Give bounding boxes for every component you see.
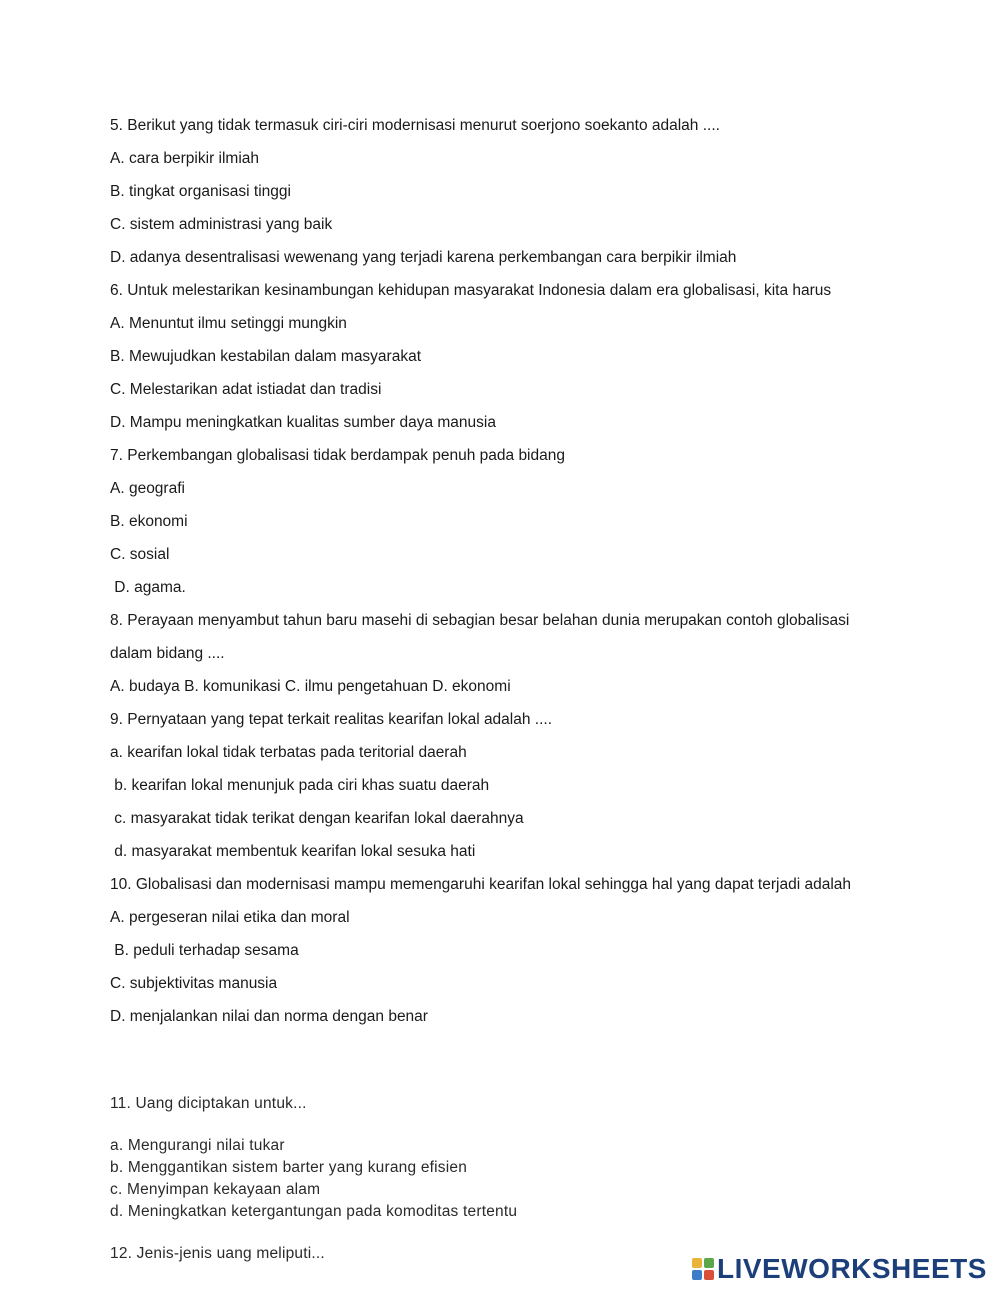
logo-square-red <box>704 1270 714 1280</box>
question-8: 8. Perayaan menyambut tahun baru masehi di sebagian besar belahan dunia merupakan contoh globalisasi <box>110 612 850 629</box>
question-5: 5. Berikut yang tidak termasuk ciri-ciri modernisasi menurut soerjono soekanto adalah .... <box>110 117 720 134</box>
brand-name: LIVEWORKSHEETS <box>717 1253 987 1284</box>
question-9: 9. Pernyataan yang tepat terkait realitas kearifan lokal adalah .... <box>110 711 553 728</box>
question-11: 11. Uang diciptakan untuk... <box>110 1095 307 1112</box>
option-11c: c. Menyimpan kekayaan alam <box>110 1181 321 1198</box>
option-10b: B. peduli terhadap sesama <box>110 942 299 959</box>
options-8: A. budaya B. komunikasi C. ilmu pengetahuan D. ekonomi <box>110 678 511 695</box>
option-9d: d. masyarakat membentuk kearifan lokal sesuka hati <box>110 843 476 860</box>
option-7c: C. sosial <box>110 546 170 563</box>
question-12: 12. Jenis-jenis uang meliputi... <box>110 1245 325 1262</box>
option-5c: C. sistem administrasi yang baik <box>110 216 333 233</box>
option-9a: a. kearifan lokal tidak terbatas pada teritorial daerah <box>110 744 467 761</box>
option-11d: d. Meningkatkan ketergantungan pada komoditas tertentu <box>110 1203 518 1220</box>
option-6d: D. Mampu meningkatkan kualitas sumber daya manusia <box>110 414 496 431</box>
option-7a: A. geografi <box>110 480 185 497</box>
question-10: 10. Globalisasi dan modernisasi mampu memengaruhi kearifan lokal sehingga hal yang dapat terjadi adalah <box>110 876 852 893</box>
option-6b: B. Mewujudkan kestabilan dalam masyarakat <box>110 348 422 365</box>
logo-square-yellow <box>692 1258 702 1268</box>
option-11a: a. Mengurangi nilai tukar <box>110 1137 285 1154</box>
option-6c: C. Melestarikan adat istiadat dan tradisi <box>110 381 382 398</box>
question-8-continued: dalam bidang .... <box>110 645 225 662</box>
option-10c: C. subjektivitas manusia <box>110 975 278 992</box>
option-7b: B. ekonomi <box>110 513 188 530</box>
option-7d: D. agama. <box>110 579 186 596</box>
option-11b: b. Menggantikan sistem barter yang kurang efisien <box>110 1159 468 1176</box>
logo-grid-icon <box>692 1258 714 1280</box>
logo-square-blue <box>692 1270 702 1280</box>
option-10d: D. menjalankan nilai dan norma dengan benar <box>110 1008 428 1025</box>
question-6: 6. Untuk melestarikan kesinambungan kehidupan masyarakat Indonesia dalam era globalisasi, kita harus <box>110 282 832 299</box>
option-5d: D. adanya desentralisasi wewenang yang terjadi karena perkembangan cara berpikir ilmiah <box>110 249 737 266</box>
option-9b: b. kearifan lokal menunjuk pada ciri khas suatu daerah <box>110 777 490 794</box>
option-5b: B. tingkat organisasi tinggi <box>110 183 291 200</box>
option-9c: c. masyarakat tidak terikat dengan kearifan lokal daerahnya <box>110 810 524 827</box>
option-6a: A. Menuntut ilmu setinggi mungkin <box>110 315 347 332</box>
option-5a: A. cara berpikir ilmiah <box>110 150 260 167</box>
liveworksheets-logo <box>692 1253 987 1285</box>
question-7: 7. Perkembangan globalisasi tidak berdampak penuh pada bidang <box>110 447 565 464</box>
logo-square-green <box>704 1258 714 1268</box>
option-10a: A. pergeseran nilai etika dan moral <box>110 909 350 926</box>
